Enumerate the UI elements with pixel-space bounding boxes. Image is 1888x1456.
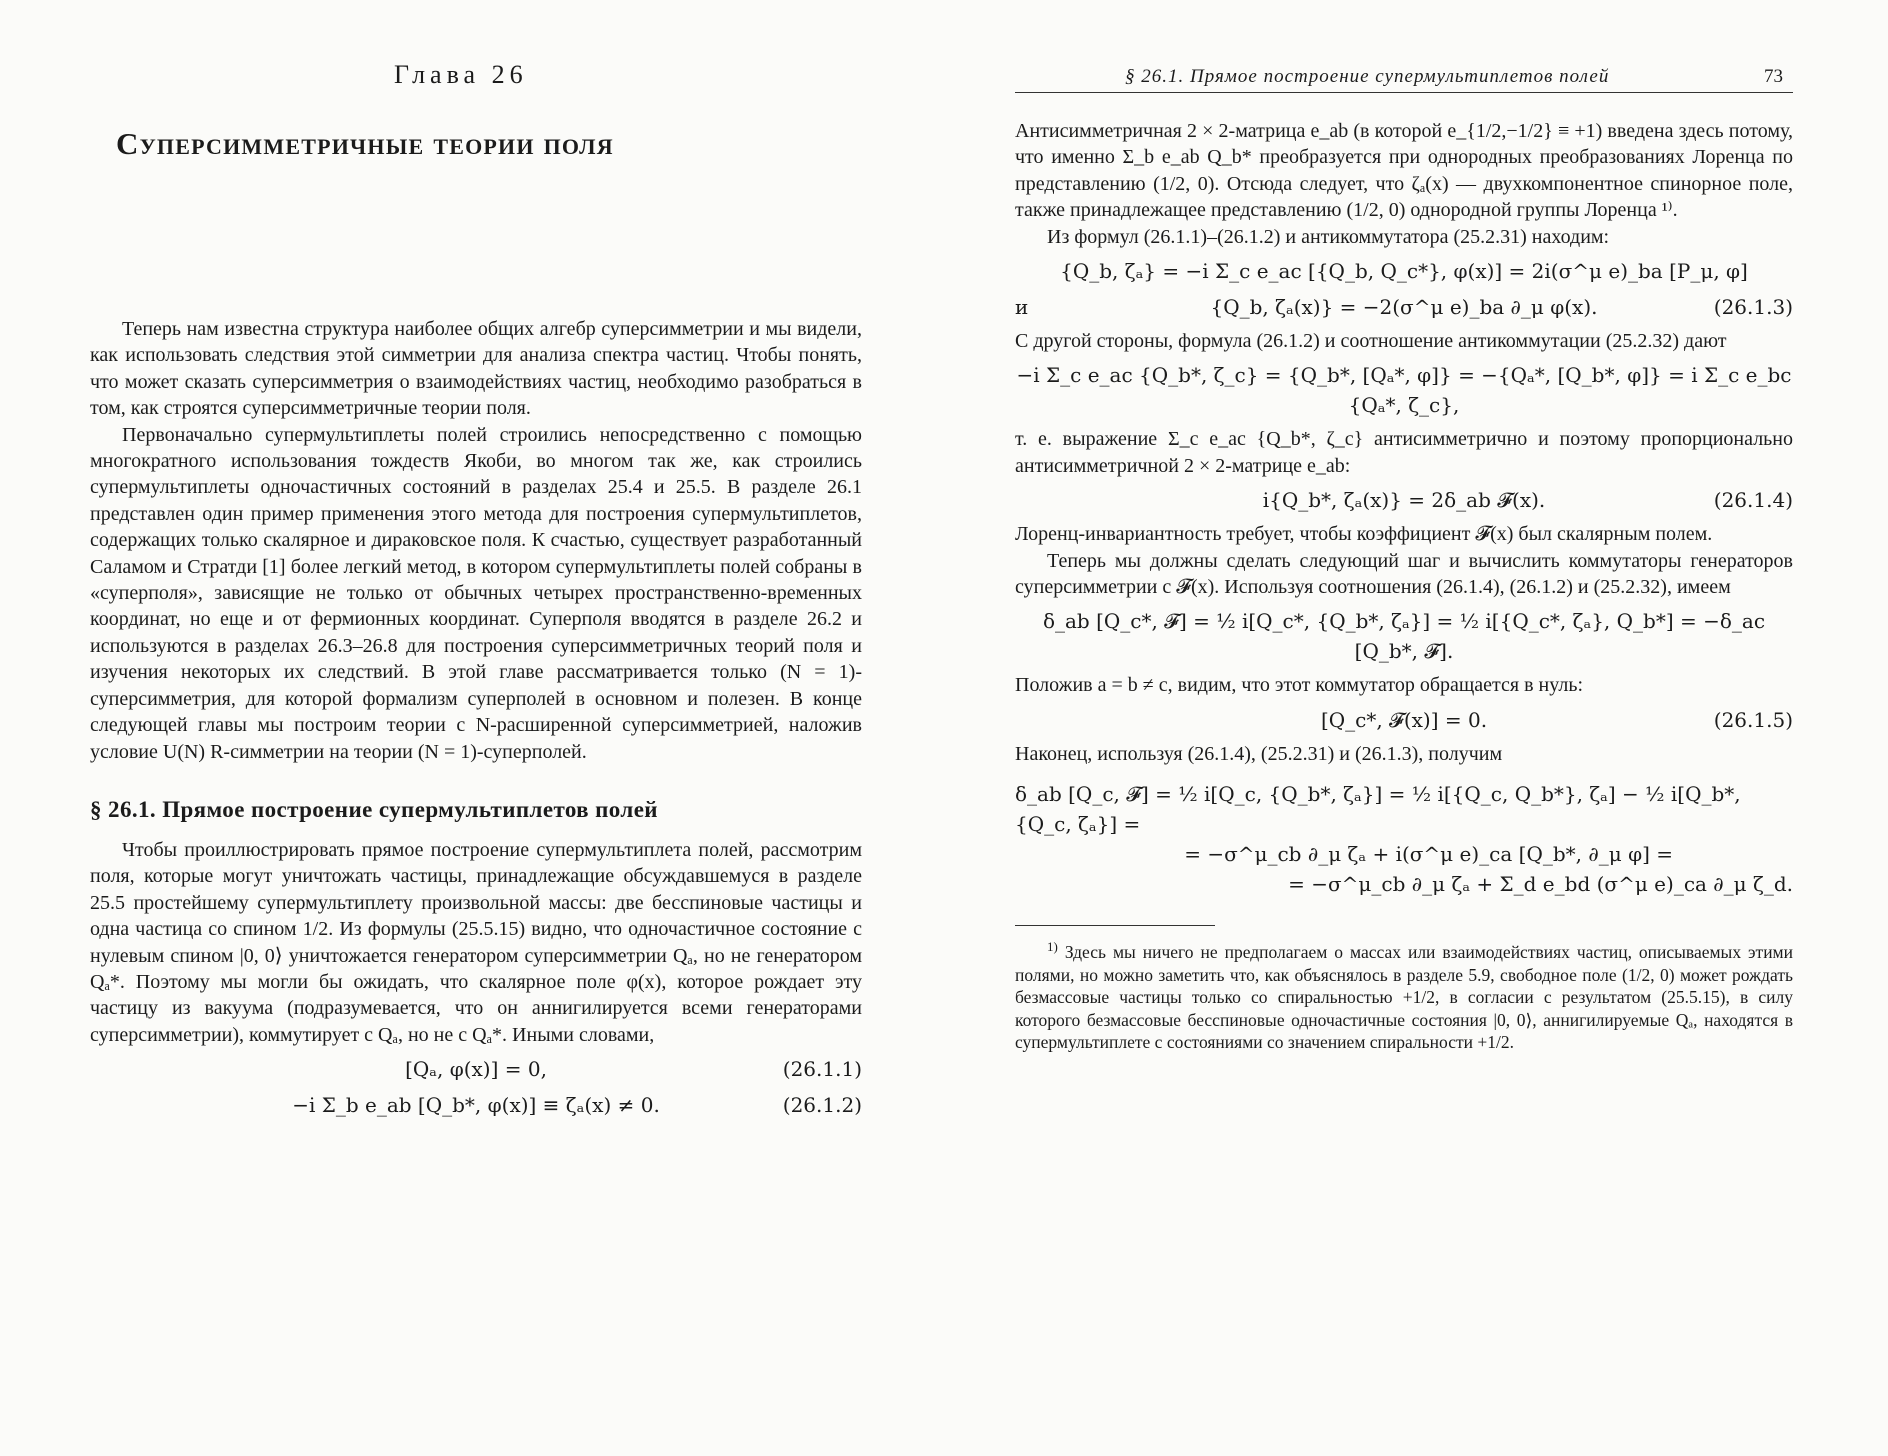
equation-expr: −i Σ_b e_ab [Q_b*, φ(x)] ≡ ζₐ(x) ≠ 0. <box>292 1093 660 1118</box>
paragraph-6: Теперь мы должны сделать следующий шаг и вычислить коммутаторы генераторов суперсимметрии с 𝓕(x). Используя соотношения (26.1.4), (26.1.2) и (25.2.32), имеем <box>1015 549 1793 599</box>
equation-expr: [Q_c*, 𝓕(x)] = 0. <box>1320 707 1488 732</box>
equation-number: (26.1.2) <box>782 1093 862 1118</box>
and-word: и <box>1015 295 1029 320</box>
equation-number: (26.1.4) <box>1713 488 1793 513</box>
paragraph-5: Лоренц-инвариантность требует, чтобы коэффициент 𝓕(x) был скалярным полем. <box>1015 523 1713 546</box>
paragraph-1: Антисимметричная 2 × 2-матрица e_ab (в которой e_{1/2,−1/2} ≡ +1) введена здесь потому, что именно Σ_b e_ab Q_b* преобразуется при однородных преобразованиях Лоренца по представлению (1/2, 0). Отсюда следует, что ζₐ(x) — двухкомпонентное спинорное поле, также принадлежащее представлению (1/2, 0) однородной группы Лоренца ¹⁾. <box>1015 120 1793 222</box>
equation-expr: {Q_b, ζₐ} = −i Σ_c e_ac [{Q_b, Q_c*}, φ(x)] = 2i(σ^μ e)_ba [P_μ, φ] <box>1060 259 1748 284</box>
equation-26-1-5 <box>1015 705 1793 735</box>
chapter-label: Глава 26 <box>394 60 528 89</box>
equation-26-1-2 <box>90 1090 862 1120</box>
equation-26-1-3 <box>1015 292 1793 322</box>
paragraph-3: С другой стороны, формула (26.1.2) и соотношение антикоммутации (25.2.32) дают <box>1015 330 1727 353</box>
paragraph-7: Положив a = b ≠ c, видим, что этот коммутатор обращается в нуль: <box>1015 674 1584 697</box>
equation-number: (26.1.3) <box>1713 295 1793 320</box>
equation-expr: {Q_b, ζₐ(x)} = −2(σ^μ e)_ba ∂_μ φ(x). <box>1210 295 1598 320</box>
equation-26-1-1 <box>90 1054 862 1084</box>
section-heading: § 26.1. Прямое построение супермультиплетов полей <box>90 796 658 822</box>
equation-number: (26.1.1) <box>782 1057 862 1082</box>
equation-expr: δ_ab [Q_c*, 𝓕] = ½ i[Q_c*, {Q_b*, ζₐ}] = ½ i[{Q_c*, ζₐ}, Q_b*] = −δ_ac [Q_b*, 𝓕]. <box>1042 609 1766 664</box>
page-number: 73 <box>1764 66 1783 87</box>
equation-line-3: = −σ^μ_cb ∂_μ ζₐ + Σ_d e_bd (σ^μ e)_ca ∂_μ ζ_d. <box>1288 872 1793 897</box>
paragraph-8: Наконец, используя (26.1.4), (25.2.31) и (26.1.3), получим <box>1015 742 1503 765</box>
right-body <box>1015 118 1793 1054</box>
equation-26-1-4 <box>1015 485 1793 515</box>
section-paragraph: Чтобы проиллюстрировать прямое построение супермультиплета полей, рассмотрим поля, которые могут уничтожать частицы, принадлежащие обсуждавшемуся в разделе 25.5 простейшему супермультиплету произвольной массы: две бесспиновые частицы и одна частица со спином 1/2. Из формулы (25.5.15) видно, что одночастичное состояние с нулевым спином |0, 0⟩ уничтожается генератором суперсимметрии Qₐ, но не генератором Qₐ*. Поэтому мы могли бы ожидать, что скалярное поле φ(x), которое рождает эту частицу из вакуума (подразумевается, что он аннигилируется всеми генераторами суперсимметрии), коммутирует с Qₐ, но не с Qₐ*. Иными словами, <box>90 838 862 1046</box>
equation-a <box>1015 256 1793 286</box>
equation-line-2: = −σ^μ_cb ∂_μ ζₐ + i(σ^μ e)_ca [Q_b*, ∂_μ φ] = <box>1184 842 1673 867</box>
equation-c <box>1015 360 1793 420</box>
paragraph-4: т. е. выражение Σ_c e_ac {Q_b*, ζ_c} антисимметрично и поэтому пропорционально антисимметричной 2 × 2-матрице e_ab: <box>1015 428 1793 477</box>
footnote-rule <box>1015 925 1215 926</box>
equation-g <box>1015 779 1793 899</box>
footnote-text: Здесь мы ничего не предполагаем о массах или взаимодействиях частиц, описываемых этими полями, но можно заметить что, как объяснялось в разделе 5.9, свободное поле (1/2, 0) может рождать безмассовые частицы только со спиральностью +1/2, в согласии с результатом (25.5.15), в силу которого безмассовые бесспиновые одночастичные состояния |0, 0⟩, аннигилируемые Qₐ, находятся в супермультиплете с состояниями со значением спиральности +1/2. <box>1015 942 1793 1053</box>
footnote-mark: 1) <box>1047 939 1058 955</box>
footnote <box>1015 936 1793 1053</box>
intro-paragraph-2: Первоначально супермультиплеты полей строились непосредственно с помощью многократного использования тождеств Якоби, во многом так же, как строились супермультиплеты одночастичных состояний в разделах 25.4 и 25.5. В разделе 26.1 представлен один пример применения этого метода для построения супермультиплетов, содержащих только скалярное и дираковское поля. К счастью, существует разработанный Саламом и Стратди [1] более легкий метод, в котором супермультиплеты полей собраны в «суперполя», зависящие не только от обычных четырех пространственно-временных координат, но еще и от фермионных координат. Суперполя вводятся в разделе 26.2 и используются в разделах 26.3–26.8 для построения суперсимметричных теорий поля и изучения некоторых их следствий. В этой главе рассматривается только (N = 1)-суперсимметрия, для которой формализм суперполей в основном и полезен. В конце следующей главы мы построим теории с N-расширенной суперсимметрией, наложив условие U(N) R-симметрии на теории (N = 1)-суперполей. <box>90 423 862 763</box>
equation-number: (26.1.5) <box>1713 707 1793 732</box>
chapter-title: Суперсимметричные теории поля <box>116 126 614 161</box>
paragraph-2: Из формул (26.1.1)–(26.1.2) и антикоммутатора (25.2.31) находим: <box>1047 225 1610 248</box>
equation-line-1: δ_ab [Q_c, 𝓕] = ½ i[Q_c, {Q_b*, ζₐ}] = ½ i[{Q_c, Q_b*}, ζₐ] − ½ i[Q_b*, {Q_c, ζₐ}] = <box>1015 782 1741 837</box>
running-head <box>1015 62 1793 93</box>
running-head-title: § 26.1. Прямое построение супермультиплетов полей <box>1125 66 1610 87</box>
equation-expr: i{Q_b*, ζₐ(x)} = 2δ_ab 𝓕(x). <box>1262 488 1546 513</box>
equation-expr: −i Σ_c e_ac {Q_b*, ζ_c} = {Q_b*, [Qₐ*, φ]} = −{Qₐ*, [Q_b*, φ]} = i Σ_c e_bc {Qₐ*, ζ_c}, <box>1016 363 1792 418</box>
equation-expr: [Qₐ, φ(x)] = 0, <box>405 1057 547 1082</box>
left-body <box>90 316 862 1126</box>
equation-e <box>1015 606 1793 666</box>
intro-paragraph-1: Теперь нам известна структура наиболее общих алгебр суперсимметрии и мы видели, как использовать следствия этой симметрии для анализа спектра частиц. Чтобы понять, что может сказать суперсимметрия о взаимодействиях частиц, необходимо разобраться в том, как строятся суперсимметричные теории поля. <box>90 318 862 420</box>
